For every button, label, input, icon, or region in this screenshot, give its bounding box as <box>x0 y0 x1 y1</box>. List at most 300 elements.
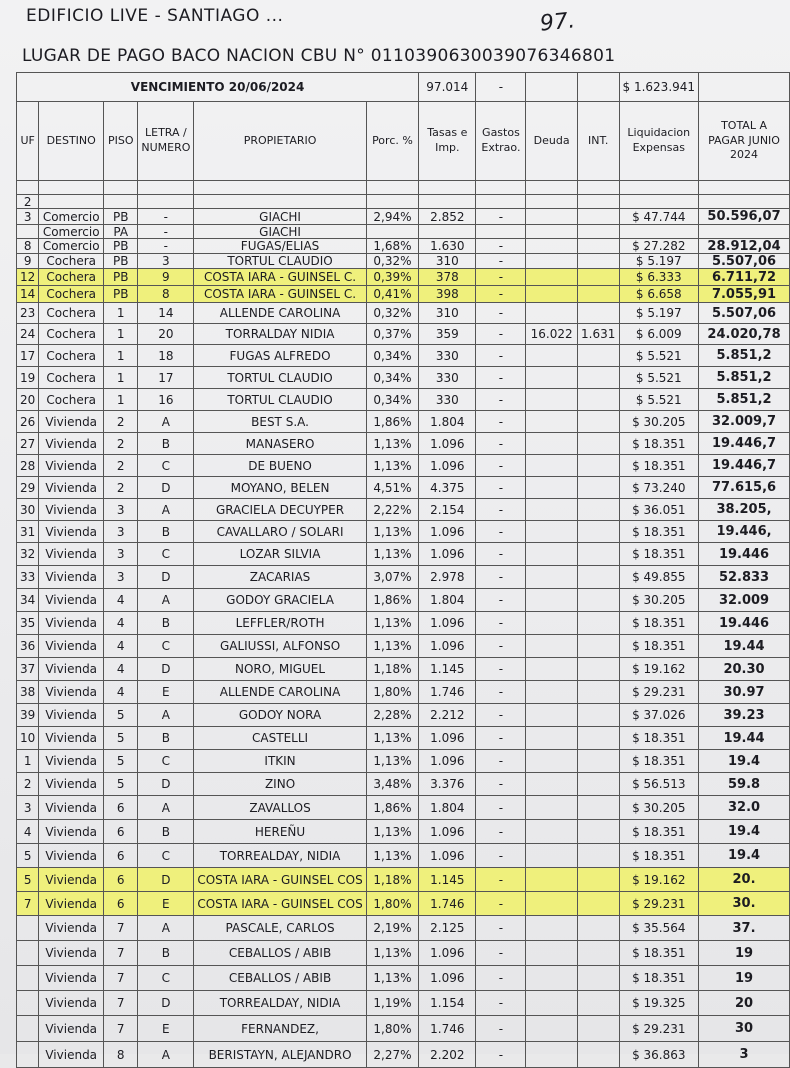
cell-total: 20. <box>699 868 790 892</box>
table-row <box>17 286 790 303</box>
cell-piso: 2 <box>104 411 138 433</box>
cell-gastos: - <box>476 892 526 916</box>
table-row <box>17 820 790 844</box>
cell-deuda <box>526 433 577 455</box>
cell-propietario: NORO, MIGUEL <box>194 658 366 681</box>
cell-int <box>577 868 619 892</box>
cell-gastos: - <box>476 727 526 750</box>
table-row <box>17 727 790 750</box>
col-header-liquidacion: Liquidacion Expensas <box>619 102 699 181</box>
cell-destino: Vivienda <box>39 499 104 521</box>
cell-uf: 19 <box>17 367 39 389</box>
cell-deuda: 16.022 <box>526 324 577 345</box>
cell-int <box>577 844 619 868</box>
col-header-tasas: Tasas e Imp. <box>419 102 476 181</box>
cell-propietario: CEBALLOS / ABIB <box>194 966 366 991</box>
cell-porc: 1,13% <box>366 750 418 773</box>
cell-propietario: COSTA IARA - GUINSEL C. <box>194 286 366 303</box>
cell-liquidacion: $ 18.351 <box>619 433 699 455</box>
cell-destino: Comercio <box>39 209 104 225</box>
cell-int <box>577 1016 619 1042</box>
cell-tasas: 3.376 <box>419 773 476 796</box>
cell-porc: 2,19% <box>366 916 418 941</box>
cell-deuda <box>526 704 577 727</box>
cell-int <box>577 727 619 750</box>
cell-piso: 6 <box>104 820 138 844</box>
cell-piso: 5 <box>104 727 138 750</box>
col-header-int: INT. <box>577 102 619 181</box>
cell-deuda <box>526 455 577 477</box>
cell-liquidacion: $ 49.855 <box>619 566 699 589</box>
cell-liquidacion: $ 18.351 <box>619 820 699 844</box>
cell-deuda <box>526 750 577 773</box>
cell-piso: 5 <box>104 750 138 773</box>
cell-propietario: TORTUL CLAUDIO <box>194 389 366 411</box>
cell-letra: B <box>138 521 194 543</box>
cell-porc: 1,19% <box>366 991 418 1016</box>
cell-destino: Vivienda <box>39 1042 104 1068</box>
cell-int <box>577 303 619 324</box>
cell-tasas <box>419 225 476 239</box>
table-row <box>17 324 790 345</box>
meta-empty <box>699 73 790 102</box>
cell-total: 39.23 <box>699 704 790 727</box>
cell-deuda <box>526 367 577 389</box>
cell-uf: 38 <box>17 681 39 704</box>
cell-liquidacion: $ 73.240 <box>619 477 699 499</box>
cell-porc: 0,34% <box>366 367 418 389</box>
table-row <box>17 566 790 589</box>
cell-propietario: BERISTAYN, ALEJANDRO <box>194 1042 366 1068</box>
cell-tasas: 1.096 <box>419 750 476 773</box>
cell-total: 19.446 <box>699 543 790 566</box>
cell-destino: Vivienda <box>39 941 104 966</box>
cell-propietario: TORTUL CLAUDIO <box>194 367 366 389</box>
cell-int <box>577 367 619 389</box>
cell-liquidacion: $ 18.351 <box>619 750 699 773</box>
cell-tasas: 1.096 <box>419 966 476 991</box>
cell-piso: 4 <box>104 681 138 704</box>
cell-tasas: 4.375 <box>419 477 476 499</box>
tasas-total: 97.014 <box>419 73 476 102</box>
cell-gastos: - <box>476 868 526 892</box>
cell-destino: Cochera <box>39 254 104 269</box>
cell-piso: PB <box>104 286 138 303</box>
cell-gastos: - <box>476 681 526 704</box>
cell-tasas: 2.202 <box>419 1042 476 1068</box>
cell-uf: 34 <box>17 589 39 612</box>
cell-propietario: TORREALDAY, NIDIA <box>194 844 366 868</box>
cell-letra: C <box>138 844 194 868</box>
cell-tasas: 398 <box>419 286 476 303</box>
cell-int <box>577 612 619 635</box>
cell-porc <box>366 195 418 209</box>
cell-piso: 1 <box>104 389 138 411</box>
cell-deuda <box>526 345 577 367</box>
cell-liquidacion: $ 19.162 <box>619 658 699 681</box>
cell-tasas: 1.096 <box>419 543 476 566</box>
cell-uf: 33 <box>17 566 39 589</box>
cell-uf: 39 <box>17 704 39 727</box>
cell-tasas: 1.096 <box>419 455 476 477</box>
col-header-uf: UF <box>17 102 39 181</box>
column-header-row <box>17 102 790 181</box>
cell-deuda <box>526 681 577 704</box>
cell-destino: Vivienda <box>39 521 104 543</box>
cell-deuda <box>526 269 577 286</box>
cell-letra: D <box>138 991 194 1016</box>
cell-porc: 1,13% <box>366 966 418 991</box>
table-row <box>17 658 790 681</box>
cell-int <box>577 796 619 820</box>
cell-liquidacion: $ 37.026 <box>619 704 699 727</box>
cell-piso: 7 <box>104 991 138 1016</box>
cell-propietario: GIACHI <box>194 225 366 239</box>
table-row <box>17 773 790 796</box>
cell-liquidacion: $ 30.205 <box>619 411 699 433</box>
cell-deuda <box>526 566 577 589</box>
cell-int <box>577 455 619 477</box>
col-header-propietario: PROPIETARIO <box>194 102 366 181</box>
cell-letra: 16 <box>138 389 194 411</box>
cell-porc: 1,68% <box>366 239 418 254</box>
table-row <box>17 1042 790 1068</box>
cell-uf: 28 <box>17 455 39 477</box>
cell-tasas: 2.125 <box>419 916 476 941</box>
cell-letra: B <box>138 941 194 966</box>
cell-int <box>577 411 619 433</box>
cell-gastos: - <box>476 389 526 411</box>
cell-tasas: 1.804 <box>419 589 476 612</box>
cell-propietario: COSTA IARA - GUINSEL C. <box>194 269 366 286</box>
table-row <box>17 455 790 477</box>
cell-deuda <box>526 477 577 499</box>
cell-letra: 20 <box>138 324 194 345</box>
cell-tasas: 1.096 <box>419 612 476 635</box>
cell-gastos: - <box>476 704 526 727</box>
cell-int <box>577 916 619 941</box>
cell-letra: - <box>138 225 194 239</box>
cell-int <box>577 269 619 286</box>
cell-porc: 1,13% <box>366 844 418 868</box>
cell-piso: 1 <box>104 367 138 389</box>
cell-propietario: FUGAS ALFREDO <box>194 345 366 367</box>
cell-letra: E <box>138 681 194 704</box>
cell-letra: B <box>138 727 194 750</box>
cell-deuda <box>526 195 577 209</box>
cell-int <box>577 195 619 209</box>
cell-porc: 1,80% <box>366 892 418 916</box>
cell-propietario: GODOY GRACIELA <box>194 589 366 612</box>
cell-propietario: CAVALLARO / SOLARI <box>194 521 366 543</box>
cell-deuda <box>526 225 577 239</box>
cell-propietario: ZAVALLOS <box>194 796 366 820</box>
cell-letra: 9 <box>138 269 194 286</box>
building-title: EDIFICIO LIVE - SANTIAGO ... <box>26 6 284 26</box>
cell-uf <box>17 991 39 1016</box>
cell-total: 59.8 <box>699 773 790 796</box>
cell-letra <box>138 195 194 209</box>
cell-porc: 0,32% <box>366 254 418 269</box>
cell-porc: 0,37% <box>366 324 418 345</box>
cell-liquidacion <box>619 195 699 209</box>
cell-int <box>577 1042 619 1068</box>
table-row <box>17 941 790 966</box>
cell-piso: 1 <box>104 345 138 367</box>
cell-destino: Comercio <box>39 239 104 254</box>
cell-destino: Cochera <box>39 286 104 303</box>
cell-liquidacion: $ 35.564 <box>619 916 699 941</box>
cell-tasas: 378 <box>419 269 476 286</box>
cell-gastos: - <box>476 286 526 303</box>
cell-propietario: HEREÑU <box>194 820 366 844</box>
cell-destino: Vivienda <box>39 455 104 477</box>
cell-deuda <box>526 844 577 868</box>
cell-piso: 7 <box>104 1016 138 1042</box>
table-row <box>17 195 790 209</box>
cell-total: 19.446,7 <box>699 433 790 455</box>
cell-gastos: - <box>476 991 526 1016</box>
table-row <box>17 612 790 635</box>
cell-piso: 1 <box>104 324 138 345</box>
cell-gastos: - <box>476 324 526 345</box>
cell-total: 52.833 <box>699 566 790 589</box>
cell-destino: Comercio <box>39 225 104 239</box>
cell-porc: 1,13% <box>366 820 418 844</box>
cell-destino: Vivienda <box>39 916 104 941</box>
cell-letra: B <box>138 433 194 455</box>
cell-letra: 17 <box>138 367 194 389</box>
cell-piso: 4 <box>104 658 138 681</box>
cell-gastos <box>476 225 526 239</box>
cell-liquidacion: $ 6.009 <box>619 324 699 345</box>
table-row <box>17 303 790 324</box>
cell-tasas: 1.096 <box>419 433 476 455</box>
cell-total: 5.851,2 <box>699 389 790 411</box>
cell-piso: 4 <box>104 589 138 612</box>
cell-porc: 2,94% <box>366 209 418 225</box>
cell-porc: 3,48% <box>366 773 418 796</box>
cell-porc: 1,13% <box>366 455 418 477</box>
cell-int <box>577 209 619 225</box>
cell-piso: 3 <box>104 566 138 589</box>
cell-liquidacion: $ 5.197 <box>619 303 699 324</box>
cell-uf <box>17 1042 39 1068</box>
cell-letra: D <box>138 477 194 499</box>
cell-piso: 3 <box>104 521 138 543</box>
cell-piso: 2 <box>104 455 138 477</box>
cell-uf: 4 <box>17 820 39 844</box>
cell-propietario: GODOY NORA <box>194 704 366 727</box>
liquidacion-total: $ 1.623.941 <box>619 73 699 102</box>
cell-gastos: - <box>476 820 526 844</box>
cell-gastos: - <box>476 433 526 455</box>
cell-porc: 0,34% <box>366 345 418 367</box>
cell-letra: 14 <box>138 303 194 324</box>
cell-deuda <box>526 941 577 966</box>
cell-tasas: 1.145 <box>419 868 476 892</box>
cell-uf <box>17 1016 39 1042</box>
cell-gastos: - <box>476 345 526 367</box>
cell-tasas: 330 <box>419 367 476 389</box>
cell-propietario: PASCALE, CARLOS <box>194 916 366 941</box>
cell-int <box>577 820 619 844</box>
cell-uf: 12 <box>17 269 39 286</box>
cell-liquidacion: $ 5.521 <box>619 367 699 389</box>
cell-int <box>577 389 619 411</box>
cell-letra: B <box>138 612 194 635</box>
cell-porc: 1,13% <box>366 433 418 455</box>
cell-tasas: 330 <box>419 345 476 367</box>
cell-deuda <box>526 1042 577 1068</box>
table-row <box>17 589 790 612</box>
cell-total: 32.009,7 <box>699 411 790 433</box>
cell-propietario: ZACARIAS <box>194 566 366 589</box>
cell-tasas: 1.096 <box>419 727 476 750</box>
table-row <box>17 796 790 820</box>
cell-gastos: - <box>476 499 526 521</box>
cell-destino: Vivienda <box>39 773 104 796</box>
table-row <box>17 367 790 389</box>
cell-gastos: - <box>476 635 526 658</box>
cell-uf: 2 <box>17 195 39 209</box>
cell-propietario: FUGAS/ELIAS <box>194 239 366 254</box>
cell-destino: Vivienda <box>39 635 104 658</box>
cell-gastos: - <box>476 1016 526 1042</box>
cell-propietario: ITKIN <box>194 750 366 773</box>
cell-uf: 30 <box>17 499 39 521</box>
cell-porc: 0,32% <box>366 303 418 324</box>
cell-propietario: BEST S.A. <box>194 411 366 433</box>
cell-piso: 7 <box>104 916 138 941</box>
cell-destino: Vivienda <box>39 566 104 589</box>
cell-gastos: - <box>476 269 526 286</box>
cell-deuda <box>526 635 577 658</box>
cell-gastos: - <box>476 411 526 433</box>
cell-uf: 1 <box>17 750 39 773</box>
cell-total: 19.44 <box>699 635 790 658</box>
cell-uf: 14 <box>17 286 39 303</box>
cell-propietario: GIACHI <box>194 209 366 225</box>
cell-piso: 3 <box>104 499 138 521</box>
cell-porc: 0,39% <box>366 269 418 286</box>
cell-tasas: 2.212 <box>419 704 476 727</box>
cell-deuda <box>526 991 577 1016</box>
cell-piso: 2 <box>104 477 138 499</box>
cell-piso: 6 <box>104 844 138 868</box>
cell-letra: A <box>138 796 194 820</box>
cell-total: 3 <box>699 1042 790 1068</box>
cell-gastos: - <box>476 455 526 477</box>
cell-deuda <box>526 254 577 269</box>
cell-tasas: 1.096 <box>419 635 476 658</box>
cell-porc: 1,80% <box>366 1016 418 1042</box>
table-row <box>17 750 790 773</box>
cell-deuda <box>526 796 577 820</box>
cell-liquidacion: $ 36.051 <box>619 499 699 521</box>
cell-destino: Cochera <box>39 367 104 389</box>
cell-total: 5.507,06 <box>699 254 790 269</box>
cell-liquidacion: $ 19.325 <box>619 991 699 1016</box>
cell-int <box>577 941 619 966</box>
cell-int <box>577 433 619 455</box>
cell-total: 20 <box>699 991 790 1016</box>
cell-int <box>577 658 619 681</box>
cell-tasas: 359 <box>419 324 476 345</box>
cell-total <box>699 225 790 239</box>
cell-int <box>577 477 619 499</box>
cell-gastos: - <box>476 612 526 635</box>
cell-letra: A <box>138 916 194 941</box>
table-row <box>17 991 790 1016</box>
cell-total: 50.596,07 <box>699 209 790 225</box>
cell-uf: 5 <box>17 844 39 868</box>
cell-liquidacion: $ 29.231 <box>619 681 699 704</box>
cell-total: 32.009 <box>699 589 790 612</box>
cell-tasas: 310 <box>419 254 476 269</box>
table-row <box>17 635 790 658</box>
cell-int <box>577 991 619 1016</box>
cell-liquidacion: $ 6.333 <box>619 269 699 286</box>
cell-total: 19.446,7 <box>699 455 790 477</box>
cell-liquidacion: $ 29.231 <box>619 892 699 916</box>
cell-deuda <box>526 589 577 612</box>
cell-letra: E <box>138 892 194 916</box>
cell-gastos: - <box>476 966 526 991</box>
cell-deuda <box>526 209 577 225</box>
cell-propietario: FERNANDEZ, <box>194 1016 366 1042</box>
table-row <box>17 477 790 499</box>
cell-letra: C <box>138 543 194 566</box>
cell-gastos: - <box>476 477 526 499</box>
cell-total: 6.711,72 <box>699 269 790 286</box>
cell-total: 30. <box>699 892 790 916</box>
cell-total: 37. <box>699 916 790 941</box>
cell-uf: 9 <box>17 254 39 269</box>
cell-uf: 2 <box>17 773 39 796</box>
cell-piso: 2 <box>104 433 138 455</box>
cell-destino: Vivienda <box>39 1016 104 1042</box>
cell-uf: 8 <box>17 239 39 254</box>
cell-propietario: ALLENDE CAROLINA <box>194 303 366 324</box>
cell-int <box>577 225 619 239</box>
table-row <box>17 521 790 543</box>
cell-porc: 1,13% <box>366 521 418 543</box>
cell-liquidacion: $ 30.205 <box>619 589 699 612</box>
cell-letra: - <box>138 209 194 225</box>
cell-propietario: MOYANO, BELEN <box>194 477 366 499</box>
cell-destino: Vivienda <box>39 966 104 991</box>
cell-uf: 32 <box>17 543 39 566</box>
table-row <box>17 704 790 727</box>
cell-porc: 1,18% <box>366 658 418 681</box>
table-row <box>17 225 790 239</box>
cell-piso: PB <box>104 239 138 254</box>
cell-liquidacion: $ 18.351 <box>619 844 699 868</box>
cell-uf <box>17 941 39 966</box>
cell-destino: Vivienda <box>39 727 104 750</box>
cell-total: 38.205, <box>699 499 790 521</box>
cell-gastos: - <box>476 750 526 773</box>
cell-gastos: - <box>476 589 526 612</box>
cell-liquidacion: $ 5.521 <box>619 389 699 411</box>
table-row <box>17 844 790 868</box>
table-row <box>17 543 790 566</box>
cell-liquidacion: $ 56.513 <box>619 773 699 796</box>
cell-propietario: COSTA IARA - GUINSEL COS <box>194 892 366 916</box>
meta-empty <box>577 73 619 102</box>
cell-destino: Vivienda <box>39 681 104 704</box>
